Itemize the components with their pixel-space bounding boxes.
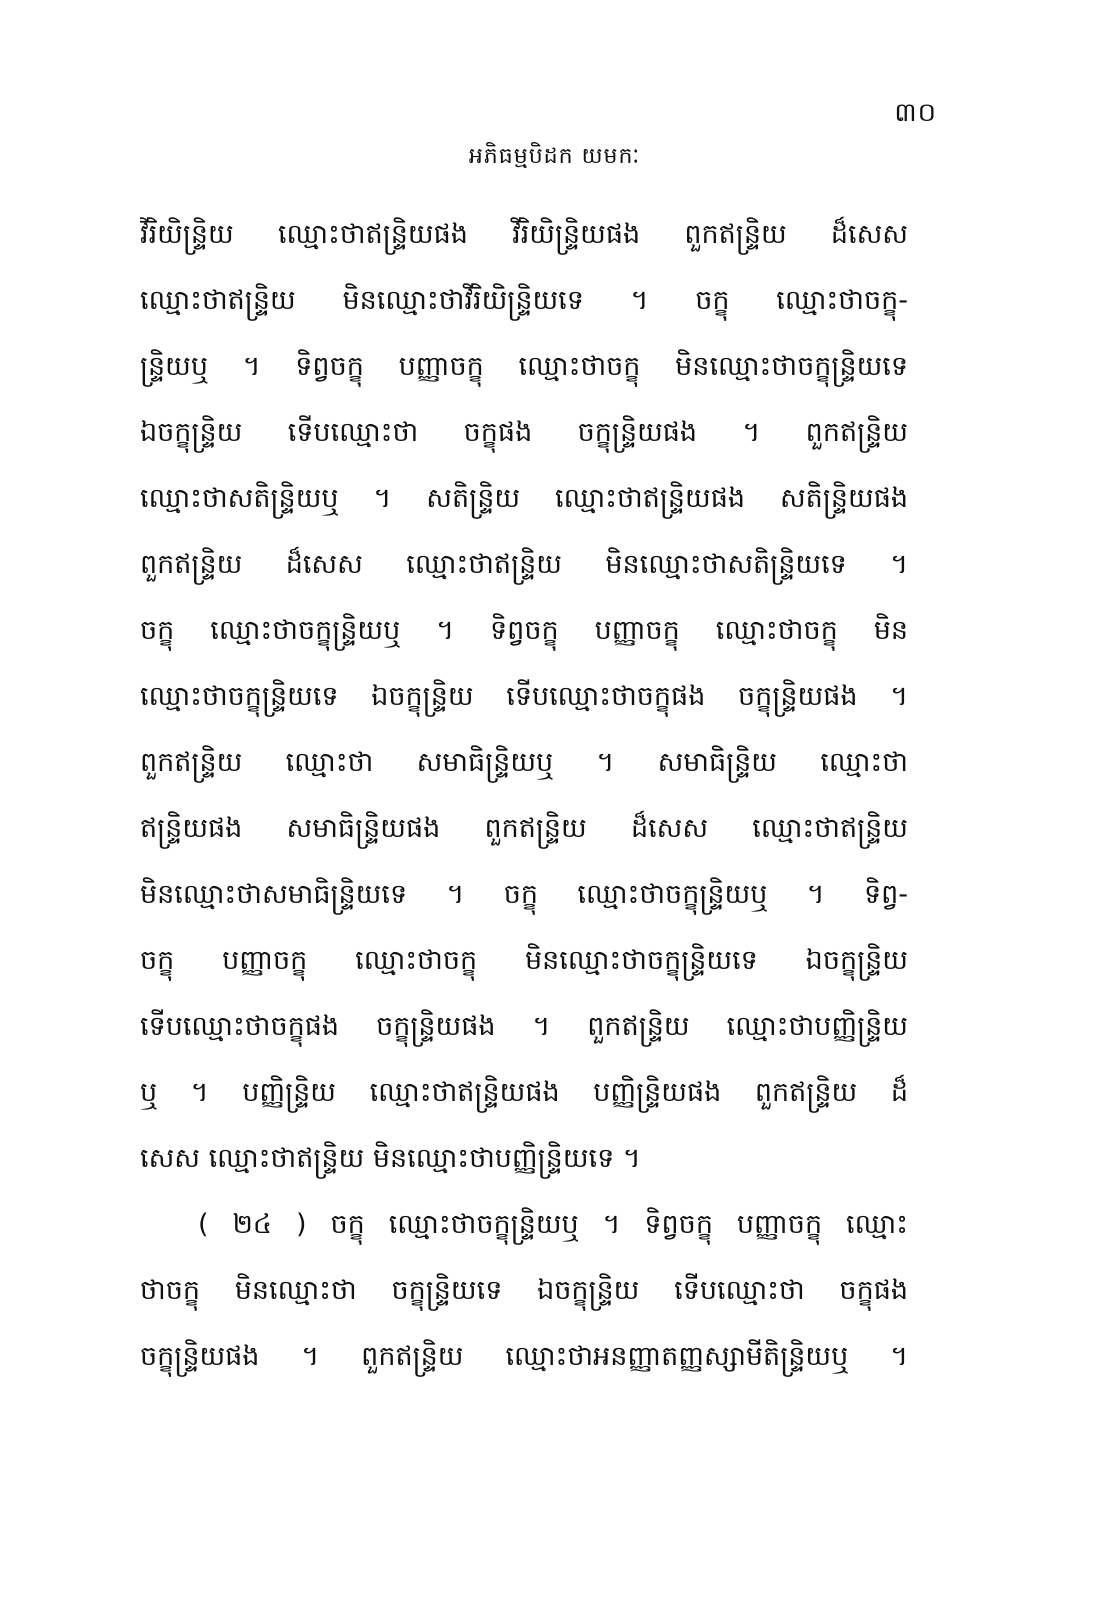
- paragraph-start-line: ( ២៤ ) ចក្ខុ ឈ្មោះថាចក្ខុន្ទ្រិយឬ ។ ទិព្វចក្ខុ បញ្ញាចក្ខុ ឈ្មោះ: [198, 1209, 908, 1240]
- running-header: អភិធម្មបិដក យមកៈ: [468, 144, 641, 169]
- body-text: [140, 202, 908, 1390]
- text-line: វីរិយិន្ទ្រិយ ឈ្មោះថាឥន្ទ្រិយផង វីរិយិន្ទ្រិយផង ពួកឥន្ទ្រិយ ដ៏សេស: [140, 219, 908, 250]
- text-line: ថាចក្ខុ មិនឈ្មោះថា ចក្ខុន្ទ្រិយទេ ឯចក្ខុន្ទ្រិយ ទើបឈ្មោះថា ចក្ខុផង: [140, 1275, 908, 1306]
- text-line: ឈ្មោះថាឥន្ទ្រិយ មិនឈ្មោះថាវីរិយិន្ទ្រិយទេ ។ ចក្ខុ ឈ្មោះថាចក្ខុ-: [140, 285, 908, 316]
- text-line: ចក្ខុ ឈ្មោះថាចក្ខុន្ទ្រិយឬ ។ ទិព្វចក្ខុ បញ្ញាចក្ខុ ឈ្មោះថាចក្ខុ មិន: [140, 615, 908, 646]
- text-line: ឥន្ទ្រិយផង សមាធិន្ទ្រិយផង ពួកឥន្ទ្រិយ ដ៏សេស ឈ្មោះថាឥន្ទ្រិយ: [140, 813, 908, 844]
- text-line: ឯចក្ខុន្ទ្រិយ ទើបឈ្មោះថា ចក្ខុផង ចក្ខុន្ទ្រិយផង ។ ពួកឥន្ទ្រិយ: [140, 417, 908, 448]
- paragraph-end-line: សេស ឈ្មោះថាឥន្ទ្រិយ មិនឈ្មោះថាបញ្ញិន្ទ្រិយទេ ។: [140, 1143, 641, 1174]
- text-line: ឈ្មោះថាចក្ខុន្ទ្រិយទេ ឯចក្ខុន្ទ្រិយ ទើបឈ្មោះថាចក្ខុផង ចក្ខុន្ទ្រិយផង ។: [140, 681, 908, 712]
- text-line: ឬ ។ បញ្ញិន្ទ្រិយ ឈ្មោះថាឥន្ទ្រិយផង បញ្ញិន្ទ្រិយផង ពួកឥន្ទ្រិយ ដ៏: [140, 1077, 908, 1108]
- text-line: ចក្ខុ បញ្ញាចក្ខុ ឈ្មោះថាចក្ខុ មិនឈ្មោះថាចក្ខុន្ទ្រិយទេ ឯចក្ខុន្ទ្រិយ: [140, 945, 908, 976]
- text-line: ពួកឥន្ទ្រិយ ឈ្មោះថា សមាធិន្ទ្រិយឬ ។ សមាធិន្ទ្រិយ ឈ្មោះថា: [140, 747, 908, 778]
- page-number: ៣០: [894, 98, 937, 128]
- text-line: ចក្ខុន្ទ្រិយផង ។ ពួកឥន្ទ្រិយ ឈ្មោះថាអនញ្ញាតញ្ញស្សាមីតិន្ទ្រិយឬ ។: [140, 1341, 908, 1372]
- text-line: ន្ទ្រិយឬ ។ ទិព្វចក្ខុ បញ្ញាចក្ខុ ឈ្មោះថាចក្ខុ មិនឈ្មោះថាចក្ខុន្ទ្រិយទេ: [140, 351, 908, 382]
- text-line: ឈ្មោះថាសតិន្ទ្រិយឬ ។ សតិន្ទ្រិយ ឈ្មោះថាឥន្ទ្រិយផង សតិន្ទ្រិយផង: [140, 483, 908, 514]
- text-line: ពួកឥន្ទ្រិយ ដ៏សេស ឈ្មោះថាឥន្ទ្រិយ មិនឈ្មោះថាសតិន្ទ្រិយទេ ។: [140, 549, 908, 580]
- text-line: ទើបឈ្មោះថាចក្ខុផង ចក្ខុន្ទ្រិយផង ។ ពួកឥន្ទ្រិយ ឈ្មោះថាបញ្ញិន្ទ្រិយ: [140, 1011, 908, 1042]
- text-line: មិនឈ្មោះថាសមាធិន្ទ្រិយទេ ។ ចក្ខុ ឈ្មោះថាចក្ខុន្ទ្រិយឬ ។ ទិព្វ-: [140, 879, 908, 910]
